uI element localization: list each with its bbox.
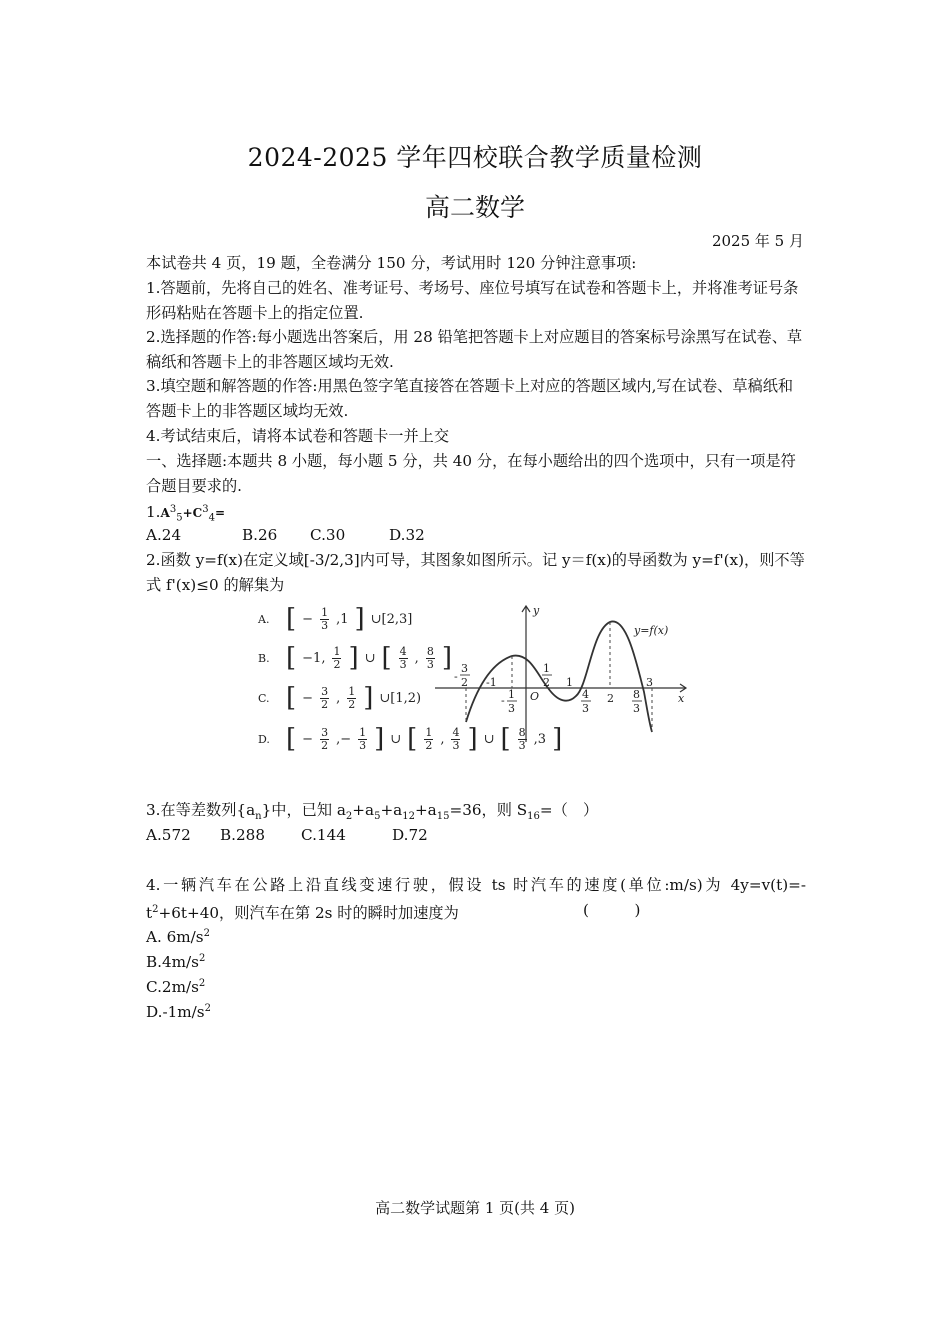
- q1-expression: [160, 504, 226, 524]
- q2-option-c[interactable]: C. [ − $\frac{3}{2}$ , $\frac{1}{2}$ ] ∪[1,2): [258, 683, 422, 713]
- page-footer: 高二数学试题第 1 页(共 4 页): [375, 1199, 575, 1217]
- q3-sub-2: 2: [345, 811, 353, 823]
- q2-option-a[interactable]: A. [ − $\frac{1}{3}$ ,1 ] ∪[2,3]: [258, 604, 413, 634]
- tick-1-2-num: 1: [543, 662, 550, 675]
- q3-options: [146, 823, 546, 847]
- q3-option-a[interactable]: A.572: [146, 826, 191, 844]
- q4-option-a-sup: 2: [203, 928, 210, 939]
- q4-option-a-text: A. 6m/s: [146, 928, 204, 947]
- exam-summary: 本试卷共 4 页，19 题，全卷满分 150 分，考试用时 120 分钟注意事项:: [146, 254, 637, 272]
- tick-1-2-den: 2: [543, 676, 550, 689]
- q4-option-d-sup: 2: [204, 1003, 211, 1014]
- q1-options: [146, 523, 546, 547]
- q3-text-pre: 3.在等差数列{a: [146, 801, 256, 819]
- q4-option-b[interactable]: [146, 947, 205, 974]
- tick-3: 3: [646, 676, 653, 689]
- q3-sub-n: n: [255, 811, 262, 823]
- q4-line2-text: +6t+40，则汽车在第 2s 时的瞬时加速度为: [158, 904, 459, 923]
- tick-neg3-2-num: 3: [461, 662, 468, 675]
- q1-a-sup: 3: [169, 504, 177, 515]
- q4-option-a[interactable]: [146, 922, 210, 949]
- q3-text-end: =36，则 S: [449, 801, 528, 819]
- q1-c-symbol: C: [192, 506, 203, 520]
- tick-neg3-2-den: 2: [461, 676, 468, 689]
- q3-text-tail: =（ ）: [539, 801, 599, 819]
- q3-sub-15: 15: [436, 811, 450, 823]
- x-axis-label: x: [678, 692, 685, 705]
- q4-option-b-sup: 2: [198, 953, 206, 964]
- origin-label: O: [530, 690, 540, 703]
- q3-option-c[interactable]: C.144: [301, 826, 346, 844]
- q1-plus: +: [182, 506, 193, 520]
- q3-plus-2: +a: [380, 801, 403, 819]
- q1-option-c[interactable]: C.30: [310, 526, 346, 544]
- tick-1: 1: [566, 676, 573, 689]
- q2-option-d[interactable]: D. [ − $\frac{3}{2}$ ,− $\frac{1}{3}$ ] ∪ [ $\frac{1}{2}$ , $\frac{4}{3}$ ] ∪ [ $\frac{8}{3}$ ,3 ]: [258, 724, 563, 754]
- q1-number: 1.: [146, 503, 161, 521]
- note-4: 4.考试结束后，请将本试卷和答题卡一并上交: [146, 427, 450, 445]
- question-4-line-2: [146, 898, 459, 925]
- q3-option-b[interactable]: B.288: [220, 826, 265, 844]
- exam-subtitle: 高二数学: [424, 193, 525, 222]
- curve-label: y=f(x): [634, 624, 669, 637]
- tick-2: 2: [607, 692, 614, 705]
- q3-sub-12: 12: [402, 811, 415, 823]
- y-axis-label: y: [533, 604, 540, 617]
- q4-option-b-text: B.4m/s: [146, 953, 199, 972]
- question-4-line-1: 4.一辆汽车在公路上沿直线变速行驶，假设 ts 时汽车的速度(单位:m/s)为 4y=v(t)=-: [146, 876, 806, 894]
- q3-option-d[interactable]: D.72: [392, 826, 428, 844]
- tick-8-3-den: 3: [633, 702, 640, 715]
- question-2: 2.函数 y=f(x)在定义域[-3/2,3]内可导，其图象如图所示。记 y＝f(x)的导函数为 y=f'(x)，则不等式 f'(x)≤0 的解集为: [146, 551, 805, 594]
- tick-neg3-2-minus: -: [454, 670, 458, 683]
- tick-neg1-3-num: 1: [508, 688, 515, 701]
- q2-option-b-label: B.: [258, 651, 270, 665]
- section-1-heading: 一、选择题:本题共 8 小题，每小题 5 分，共 40 分，在每小题给出的四个选项中，只有一项是符合题目要求的.: [146, 452, 796, 495]
- q4-t-sup: 2: [152, 904, 159, 915]
- q4-option-c-sup: 2: [198, 978, 206, 989]
- q4-option-c[interactable]: [146, 972, 205, 999]
- q4-option-c-text: C.2m/s: [146, 978, 199, 997]
- q1-c-sub: 4: [208, 512, 215, 524]
- q4-option-d[interactable]: [146, 997, 211, 1024]
- q2-option-c-label: C.: [258, 691, 270, 705]
- tick-4-3-den: 3: [582, 702, 589, 715]
- q1-c-sup: 3: [202, 504, 209, 515]
- q1-a-symbol: A: [160, 506, 170, 520]
- note-2: 2.选择题的作答:每小题选出答案后，用 28 铅笔把答题卡上对应题目的答案标号涂黑写在试卷、草稿纸和答题卡上的非答题区域均无效.: [146, 328, 803, 371]
- tick-neg1-3-minus: -: [501, 694, 505, 707]
- q3-plus-1: +a: [352, 801, 375, 819]
- q3-text-mid: }中，已知 a: [261, 801, 346, 819]
- q1-option-a[interactable]: A.24: [146, 526, 182, 544]
- tick-neg1-3-den: 3: [508, 702, 515, 715]
- q3-sub-16: 16: [527, 811, 540, 823]
- note-1: 1.答题前，先将自己的姓名、准考证号、考场号、座位号填写在试卷和答题卡上，并将准考证号条形码粘贴在答题卡上的指定位置.: [146, 279, 799, 322]
- q1-equals: =: [214, 506, 225, 520]
- q2-option-a-label: A.: [258, 612, 270, 626]
- q2-function-graph: [430, 600, 700, 750]
- exam-date: 2025 年 5 月: [711, 232, 804, 250]
- tick-8-3-num: 8: [633, 688, 640, 701]
- q4-option-d-text: D.-1m/s: [146, 1003, 205, 1022]
- q3-plus-3: +a: [414, 801, 437, 819]
- q2-option-d-label: D.: [258, 732, 270, 746]
- exam-title: 2024-2025 学年四校联合教学质量检测: [247, 143, 703, 172]
- q1-option-b[interactable]: B.26: [242, 526, 278, 544]
- q2-option-b[interactable]: B. [ −1, $\frac{1}{2}$ ] ∪ [ $\frac{4}{3}$ , $\frac{8}{3}$ ]: [258, 643, 452, 673]
- q1-a-sub: 5: [176, 512, 183, 524]
- q4-t: t: [146, 904, 153, 923]
- q4-answer-paren: ( ): [583, 901, 641, 919]
- tick-4-3-num: 4: [582, 688, 589, 701]
- note-3: 3.填空题和解答题的作答:用黑色签字笔直接答在答题卡上对应的答题区域内,写在试卷、草稿纸和答题卡上的非答题区域均无效.: [146, 377, 794, 420]
- q1-option-d[interactable]: D.32: [389, 526, 425, 544]
- q3-sub-5: 5: [374, 811, 381, 823]
- tick-neg1: -1: [486, 676, 497, 689]
